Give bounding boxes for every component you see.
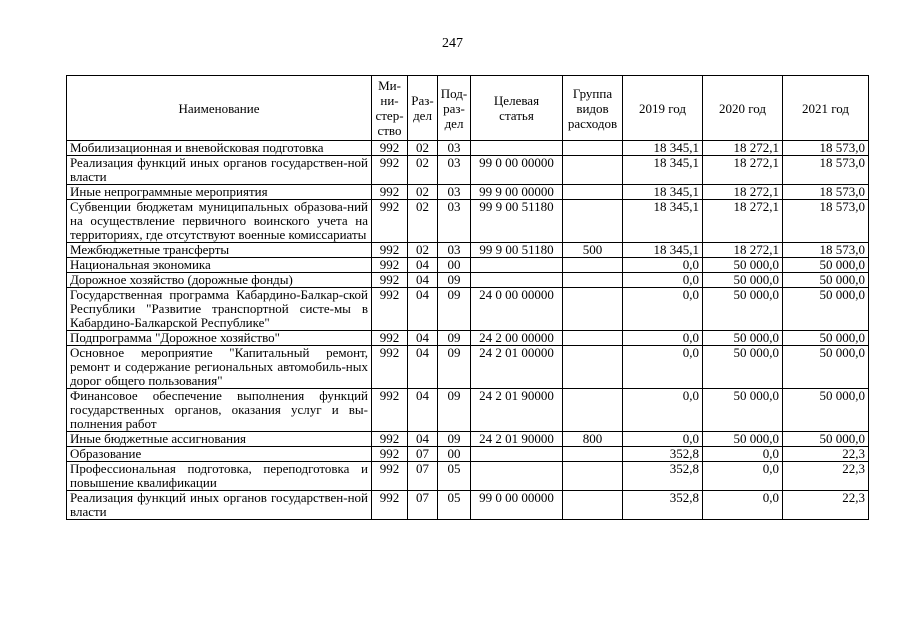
- cell-group: [563, 273, 623, 288]
- cell-subsection: 09: [438, 389, 471, 432]
- header-group: [563, 76, 623, 141]
- cell-subsection: 03: [438, 185, 471, 200]
- cell-name: Подпрограмма "Дорожное хозяйство": [67, 331, 372, 346]
- table-row: [67, 141, 869, 156]
- table-row: [67, 462, 869, 491]
- cell-name: Межбюджетные трансферты: [67, 243, 372, 258]
- header-subsection-text: Под- раз- дел: [440, 85, 468, 131]
- cell-2020: 50 000,0: [703, 331, 783, 346]
- cell-2020: 50 000,0: [703, 288, 783, 331]
- cell-ministry: 992: [372, 346, 408, 389]
- cell-2019: 352,8: [623, 462, 703, 491]
- cell-2021: 50 000,0: [783, 288, 869, 331]
- cell-name: Образование: [67, 447, 372, 462]
- cell-2021: 22,3: [783, 491, 869, 520]
- cell-group: [563, 491, 623, 520]
- cell-2019: 18 345,1: [623, 200, 703, 243]
- table-row: [67, 273, 869, 288]
- cell-target: 99 0 00 00000: [471, 491, 563, 520]
- cell-2021: 50 000,0: [783, 273, 869, 288]
- cell-subsection: 03: [438, 141, 471, 156]
- cell-name: Профессиональная подготовка, переподготовка и повышение квалификации: [67, 462, 372, 491]
- cell-group: [563, 288, 623, 331]
- cell-2020: 50 000,0: [703, 432, 783, 447]
- cell-target: [471, 462, 563, 491]
- table-row: [67, 346, 869, 389]
- cell-2019: 0,0: [623, 288, 703, 331]
- cell-2021: 22,3: [783, 447, 869, 462]
- table-row: [67, 288, 869, 331]
- cell-target: 24 2 01 00000: [471, 346, 563, 389]
- cell-group: [563, 389, 623, 432]
- table-row: [67, 331, 869, 346]
- cell-name: Субвенции бюджетам муниципальных образова-ний на осуществление первичного воинского учета на территориях, где отсутствуют военные комиссариаты: [67, 200, 372, 243]
- cell-2021: 50 000,0: [783, 346, 869, 389]
- table-row: [67, 389, 869, 432]
- cell-section: 07: [408, 462, 438, 491]
- cell-target: [471, 273, 563, 288]
- cell-2021: 18 573,0: [783, 141, 869, 156]
- cell-2019: 18 345,1: [623, 156, 703, 185]
- cell-target: 99 0 00 00000: [471, 156, 563, 185]
- cell-2020: 18 272,1: [703, 185, 783, 200]
- cell-group: [563, 462, 623, 491]
- cell-target: 99 9 00 51180: [471, 243, 563, 258]
- cell-2021: 18 573,0: [783, 243, 869, 258]
- cell-2021: 50 000,0: [783, 258, 869, 273]
- header-2019: 2019 год: [623, 76, 703, 141]
- header-target: [471, 76, 563, 141]
- cell-name: Национальная экономика: [67, 258, 372, 273]
- cell-2020: 18 272,1: [703, 141, 783, 156]
- cell-section: 04: [408, 331, 438, 346]
- table-row: [67, 432, 869, 447]
- cell-2020: 0,0: [703, 462, 783, 491]
- cell-section: 07: [408, 491, 438, 520]
- cell-target: 99 9 00 51180: [471, 200, 563, 243]
- table-row: [67, 243, 869, 258]
- cell-subsection: 03: [438, 243, 471, 258]
- cell-group: [563, 200, 623, 243]
- cell-2021: 18 573,0: [783, 156, 869, 185]
- cell-2021: 50 000,0: [783, 432, 869, 447]
- cell-2021: 18 573,0: [783, 200, 869, 243]
- cell-name: Дорожное хозяйство (дорожные фонды): [67, 273, 372, 288]
- table-row: [67, 258, 869, 273]
- cell-ministry: 992: [372, 491, 408, 520]
- cell-ministry: 992: [372, 389, 408, 432]
- budget-table: [66, 75, 869, 520]
- cell-target: [471, 141, 563, 156]
- cell-section: 04: [408, 288, 438, 331]
- cell-target: 99 9 00 00000: [471, 185, 563, 200]
- cell-subsection: 09: [438, 346, 471, 389]
- table-row: [67, 447, 869, 462]
- cell-ministry: 992: [372, 156, 408, 185]
- header-ministry-text: Ми- ни- стер- ство: [375, 78, 404, 138]
- cell-subsection: 09: [438, 273, 471, 288]
- cell-subsection: 03: [438, 156, 471, 185]
- cell-section: 04: [408, 389, 438, 432]
- header-target-text: Целевая статья: [493, 93, 540, 123]
- cell-2020: 50 000,0: [703, 258, 783, 273]
- header-2020: 2020 год: [703, 76, 783, 141]
- cell-name: Реализация функций иных органов государствен-ной власти: [67, 491, 372, 520]
- cell-ministry: 992: [372, 185, 408, 200]
- cell-2020: 50 000,0: [703, 389, 783, 432]
- cell-2020: 50 000,0: [703, 273, 783, 288]
- cell-2020: 18 272,1: [703, 156, 783, 185]
- cell-target: [471, 447, 563, 462]
- cell-group: [563, 346, 623, 389]
- cell-subsection: 09: [438, 331, 471, 346]
- cell-section: 04: [408, 273, 438, 288]
- cell-ministry: 992: [372, 273, 408, 288]
- cell-group: [563, 331, 623, 346]
- cell-2019: 352,8: [623, 491, 703, 520]
- cell-ministry: 992: [372, 331, 408, 346]
- cell-subsection: 05: [438, 462, 471, 491]
- cell-name: Иные бюджетные ассигнования: [67, 432, 372, 447]
- cell-2020: 0,0: [703, 491, 783, 520]
- cell-section: 07: [408, 447, 438, 462]
- cell-ministry: 992: [372, 200, 408, 243]
- table-row: [67, 156, 869, 185]
- cell-2021: 18 573,0: [783, 185, 869, 200]
- table-row: [67, 200, 869, 243]
- cell-2019: 18 345,1: [623, 243, 703, 258]
- cell-target: 24 2 00 00000: [471, 331, 563, 346]
- cell-section: 04: [408, 346, 438, 389]
- header-subsection: [438, 76, 471, 141]
- cell-2019: 18 345,1: [623, 185, 703, 200]
- cell-2021: 50 000,0: [783, 389, 869, 432]
- cell-2019: 0,0: [623, 346, 703, 389]
- cell-ministry: 992: [372, 432, 408, 447]
- cell-subsection: 03: [438, 200, 471, 243]
- cell-target: [471, 258, 563, 273]
- cell-group: 800: [563, 432, 623, 447]
- cell-2020: 18 272,1: [703, 243, 783, 258]
- cell-subsection: 09: [438, 432, 471, 447]
- header-2021: 2021 год: [783, 76, 869, 141]
- page-number: 247: [442, 36, 463, 51]
- cell-ministry: 992: [372, 141, 408, 156]
- cell-name: Государственная программа Кабардино-Балкар-ской Республики "Развитие транспортной систе-мы в Кабардино-Балкарской Республике": [67, 288, 372, 331]
- cell-2019: 18 345,1: [623, 141, 703, 156]
- table-row: [67, 491, 869, 520]
- header-row: [67, 76, 869, 141]
- cell-2019: 0,0: [623, 331, 703, 346]
- header-section: [408, 76, 438, 141]
- cell-subsection: 00: [438, 258, 471, 273]
- cell-name: Иные непрограммные мероприятия: [67, 185, 372, 200]
- cell-section: 04: [408, 432, 438, 447]
- cell-subsection: 05: [438, 491, 471, 520]
- cell-2019: 0,0: [623, 273, 703, 288]
- cell-target: 24 0 00 00000: [471, 288, 563, 331]
- cell-ministry: 992: [372, 462, 408, 491]
- cell-section: 02: [408, 156, 438, 185]
- cell-section: 02: [408, 185, 438, 200]
- header-section-text: Раз- дел: [411, 93, 434, 123]
- cell-group: [563, 156, 623, 185]
- cell-section: 04: [408, 258, 438, 273]
- header-ministry: [372, 76, 408, 141]
- cell-name: Реализация функций иных органов государствен-ной власти: [67, 156, 372, 185]
- cell-2019: 0,0: [623, 389, 703, 432]
- cell-name: Мобилизационная и вневойсковая подготовка: [67, 141, 372, 156]
- cell-2020: 18 272,1: [703, 200, 783, 243]
- cell-name: Финансовое обеспечение выполнения функций государственных органов, оказания услуг и вы-полнения работ: [67, 389, 372, 432]
- cell-section: 02: [408, 243, 438, 258]
- cell-2021: 22,3: [783, 462, 869, 491]
- cell-2020: 0,0: [703, 447, 783, 462]
- cell-target: 24 2 01 90000: [471, 389, 563, 432]
- cell-section: 02: [408, 141, 438, 156]
- cell-group: [563, 258, 623, 273]
- cell-2019: 0,0: [623, 432, 703, 447]
- cell-subsection: 00: [438, 447, 471, 462]
- cell-group: [563, 185, 623, 200]
- cell-2020: 50 000,0: [703, 346, 783, 389]
- cell-ministry: 992: [372, 288, 408, 331]
- cell-group: [563, 141, 623, 156]
- cell-2019: 0,0: [623, 258, 703, 273]
- header-name: Наименование: [67, 76, 372, 141]
- cell-ministry: 992: [372, 447, 408, 462]
- cell-target: 24 2 01 90000: [471, 432, 563, 447]
- cell-section: 02: [408, 200, 438, 243]
- cell-ministry: 992: [372, 243, 408, 258]
- cell-subsection: 09: [438, 288, 471, 331]
- cell-2021: 50 000,0: [783, 331, 869, 346]
- cell-name: Основное мероприятие "Капитальный ремонт, ремонт и содержание региональных автомобиль-ных дорог общего пользования": [67, 346, 372, 389]
- cell-2019: 352,8: [623, 447, 703, 462]
- table-row: [67, 185, 869, 200]
- cell-ministry: 992: [372, 258, 408, 273]
- header-group-text: Группа видов расходов: [567, 85, 618, 131]
- cell-group: 500: [563, 243, 623, 258]
- cell-group: [563, 447, 623, 462]
